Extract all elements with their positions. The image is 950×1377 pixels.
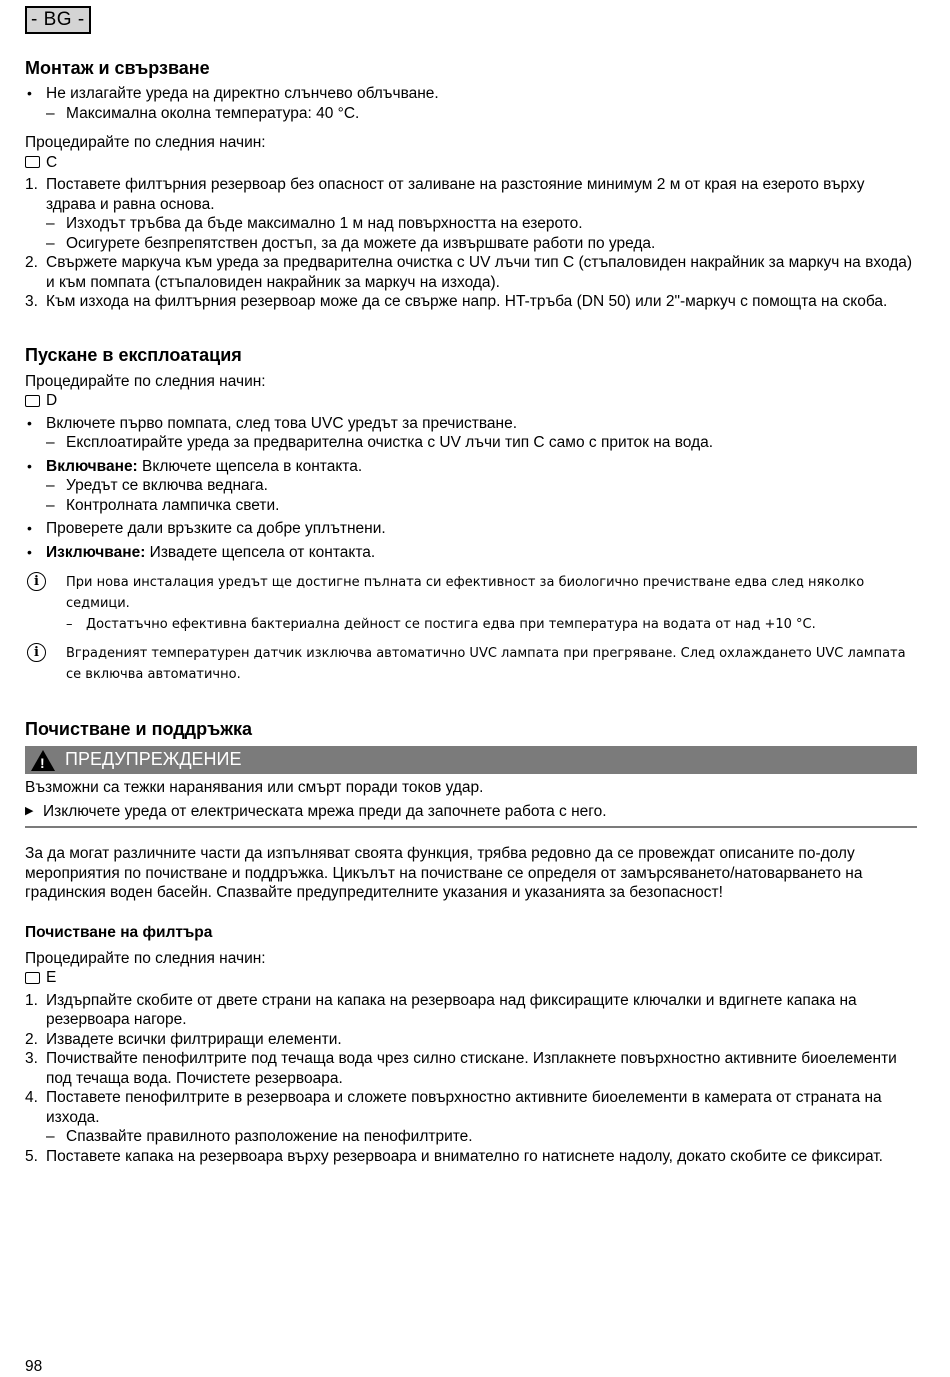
list-item: • Включете първо помпата, след това UVC уредът за пречистване. – Експлоатирайте уреда за предварителна очистка с UV лъчи тип C само с приток на вода. <box>25 414 917 453</box>
list-item: – Достатъчно ефективна бактериална дейност се постига едва при температура на водата от над +10 °C. <box>66 614 917 635</box>
commissioning-bullets <box>25 414 917 563</box>
section-title-installation: Монтаж и свързване <box>25 58 210 78</box>
list-item: 1. Поставете филтърния резервоар без опасност от заливане на разстояние минимум 2 м от края на езерото върху здрава и равна основа. – Изходът тръбва да бъде максимално 1 м над повърхността на езерото. – Осигурете безпрепятствен достъп, за да можете да извършвате работи по уреда. <box>25 175 917 253</box>
figure-reference: E <box>25 968 917 988</box>
info-icon: i <box>27 643 46 662</box>
procedure-label: Процедирайте по следния начин: <box>25 372 266 390</box>
list-item: – Максимална околна температура: 40 °C. <box>46 104 917 124</box>
figure-box-icon <box>25 972 40 984</box>
procedure-label: Процедирайте по следния начин: <box>25 949 266 967</box>
list-item: 1. Издърпайте скобите от двете страни на капака на резервоара над фиксиращите ключалки и вдигнете капака на резервоара нагоре. <box>25 991 857 1028</box>
figure-reference: C <box>25 153 917 173</box>
figure-reference: D <box>25 391 917 411</box>
list-item: – Експлоатирайте уреда за предварителна очистка с UV лъчи тип C само с приток на вода. <box>46 433 917 453</box>
warning-text: Възможни са тежки наранявания или смърт поради токов удар. <box>25 779 484 796</box>
warning-action: ▶ Изключете уреда от електрическата мрежа преди да започнете работа с него. <box>25 802 917 822</box>
list-item: • Изключване: Извадете щепсела от контакта. <box>25 543 917 563</box>
figure-box-icon <box>25 156 40 168</box>
install-bullets <box>25 84 917 123</box>
info-note: i При нова инсталация уредът ще достигне пълната си ефективност за биологично пречистване едва след няколко седмици. – Достатъчно ефективна бактериална дейност се постига едва при температура на водата от над +10 °C. <box>25 572 917 635</box>
info-icon: i <box>27 572 46 591</box>
figure-box-icon <box>25 395 40 407</box>
list-item: 5. Поставете капака на резервоара върху резервоара и внимателно го натиснете надолу, докато скобите се фиксират. <box>25 1147 883 1165</box>
warning-header: ! ПРЕДУПРЕЖДЕНИЕ <box>25 746 917 774</box>
list-item: • Не излагайте уреда на директно слънчево облъчване. – Максимална околна температура: 40 °C. <box>25 84 917 123</box>
list-item: • Включване: Включете щепсела в контакта. – Уредът се включва веднага. – Контролната лампичка свети. <box>25 457 917 516</box>
warning-box <box>25 746 917 828</box>
info-note: i Вграденият температурен датчик изключва автоматично UVC лампата при прегряване. След охлаждането UVC лампата се включва автоматично. <box>25 643 917 685</box>
warning-triangle-icon: ! <box>31 750 55 771</box>
list-item: 3. Почиствайте пенофилтрите под течаща вода чрез силно стискане. Изплакнете повърхностно активните биоелементи под течаща вода. Почистете резервоара. <box>25 1050 897 1087</box>
language-badge: - BG - <box>25 6 91 34</box>
subsection-title-filter: Почистване на филтъра <box>25 923 213 941</box>
list-item: – Уредът се включва веднага. <box>46 476 917 496</box>
list-item: – Спазвайте правилното разположение на пенофилтрите. <box>46 1127 917 1147</box>
install-steps <box>25 175 917 312</box>
list-item: – Контролната лампичка свети. <box>46 496 917 516</box>
list-item: 2. Свържете маркуча към уреда за предварителна очистка с UV лъчи тип C (стъпаловиден накрайник за маркуч на входа) и към помпата (стъпаловиден накрайник за маркуч на изхода). <box>25 254 913 291</box>
list-item: – Осигурете безпрепятствен достъп, за да можете да извършвате работи по уреда. <box>46 234 917 254</box>
document-page <box>25 6 917 1166</box>
list-item: • Проверете дали връзките са добре уплътнени. <box>25 519 917 539</box>
filter-steps <box>25 991 917 1167</box>
list-item: – Изходът тръбва да бъде максимално 1 м над повърхността на езерото. <box>46 214 917 234</box>
list-item: 4. Поставете пенофилтрите в резервоара и сложете повърхностно активните биоелементи в камерата от страната на изхода. – Спазвайте правилното разположение на пенофилтрите. <box>25 1088 917 1147</box>
page-number: 98 <box>25 1358 43 1375</box>
procedure-label: Процедирайте по следния начин: <box>25 134 266 151</box>
list-item: 3. Към изхода на филтърния резервоар може да се свърже напр. HT-тръба (DN 50) или 2"-маркуч с помощта на скоба. <box>25 293 888 310</box>
maintenance-paragraph: За да могат различните части да изпълняват своята функция, трябва редовно да се провеждат описаните по-долу мероприятия по почистване и поддръжка. Цикълът на почистване се определя от замърсяването/натоварването на градинския воден басейн. Спазвайте предупредителните указания и указанията за безопасност! <box>25 845 863 901</box>
list-item: 2. Извадете всички филтриращи елементи. <box>25 1030 342 1048</box>
section-title-commissioning: Пускане в експлоатация <box>25 344 242 365</box>
section-title-maintenance: Почистване и поддръжка <box>25 719 252 739</box>
